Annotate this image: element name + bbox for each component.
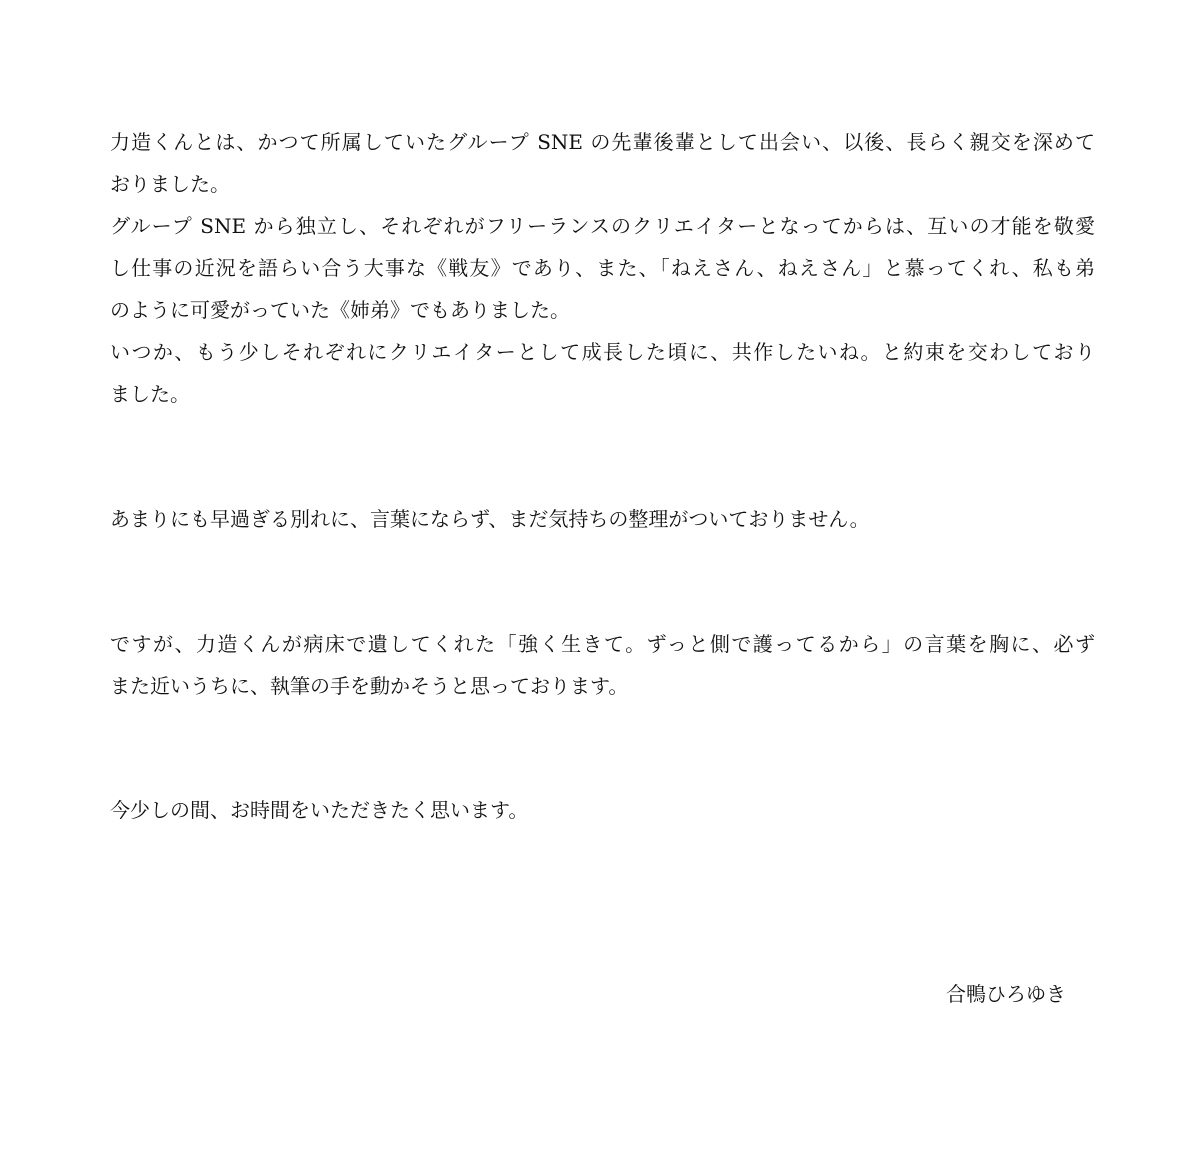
- paragraph-3-line-2: ました。: [110, 382, 190, 406]
- paragraph-2-line-1: グループ SNE から独立し、それぞれがフリーランスのクリエイターとなってからは、互いの才能を敬愛: [110, 214, 1095, 238]
- paragraph-2-line-2: し仕事の近況を語らい合う大事な《戦友》であり、また、「ねえさん、ねえさん」と慕ってくれ、私も弟: [110, 256, 1095, 280]
- paragraph-5-line-1: ですが、力造くんが病床で遺してくれた「強く生きて。ずっと側で護ってるから」の言葉を胸に、必ず: [110, 632, 1095, 656]
- signature: 合鴨ひろゆき: [946, 982, 1066, 1006]
- paragraph-3-line-1: いつか、もう少しそれぞれにクリエイターとして成長した頃に、共作したいね。と約束を交わしており: [110, 340, 1095, 364]
- paragraph-2-line-3: のように可愛がっていた《姉弟》でもありました。: [110, 298, 570, 322]
- paragraph-5-line-2: また近いうちに、執筆の手を動かそうと思っております。: [110, 674, 629, 698]
- paragraph-6-line-1: 今少しの間、お時間をいただきたく思います。: [110, 798, 529, 822]
- paragraph-1-line-1: 力造くんとは、かつて所属していたグループ SNE の先輩後輩として出会い、以後、長らく親交を深めて: [110, 130, 1095, 154]
- paragraph-1-line-2: おりました。: [110, 172, 230, 196]
- paragraph-4-line-1: あまりにも早過ぎる別れに、言葉にならず、まだ気持ちの整理がついておりません。: [110, 507, 870, 531]
